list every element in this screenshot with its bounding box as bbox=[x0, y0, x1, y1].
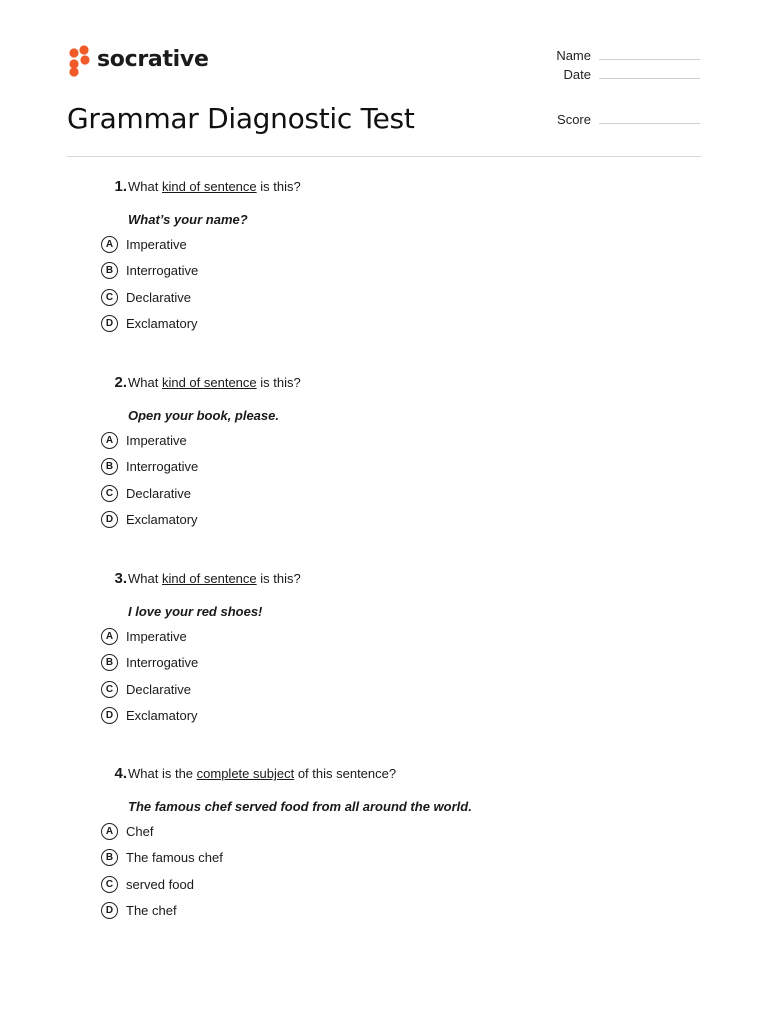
question-number: 1. bbox=[114, 178, 127, 195]
answer-options bbox=[100, 427, 700, 533]
option-a[interactable] bbox=[100, 231, 700, 258]
option-b[interactable] bbox=[100, 258, 700, 285]
question-prompt: I love your red shoes! bbox=[128, 604, 263, 619]
option-text: Chef bbox=[126, 823, 154, 839]
option-letter[interactable]: C bbox=[101, 485, 118, 502]
question-text: What kind of sentence is this? bbox=[128, 179, 301, 194]
socrative-logo-icon bbox=[67, 45, 91, 77]
option-letter[interactable]: A bbox=[101, 432, 118, 449]
option-letter[interactable]: B bbox=[101, 849, 118, 866]
option-text: Imperative bbox=[126, 628, 187, 644]
socrative-logo bbox=[67, 45, 209, 77]
answer-options bbox=[100, 818, 700, 924]
question-prompt: Open your book, please. bbox=[128, 408, 279, 423]
option-letter[interactable]: A bbox=[101, 823, 118, 840]
header-divider bbox=[67, 156, 701, 157]
option-d[interactable] bbox=[100, 703, 700, 730]
question-4 bbox=[100, 765, 700, 924]
option-letter[interactable]: B bbox=[101, 654, 118, 671]
page-title: Grammar Diagnostic Test bbox=[67, 102, 415, 135]
option-c[interactable] bbox=[100, 871, 700, 898]
question-3 bbox=[100, 570, 700, 729]
option-letter[interactable]: C bbox=[101, 876, 118, 893]
option-text: Interrogative bbox=[126, 459, 199, 475]
question-prompt: What’s your name? bbox=[128, 212, 248, 227]
option-letter[interactable]: D bbox=[101, 315, 118, 332]
option-text: Exclamatory bbox=[126, 708, 198, 724]
option-letter[interactable]: B bbox=[101, 262, 118, 279]
option-text: Interrogative bbox=[126, 655, 199, 671]
question-number: 4. bbox=[114, 765, 127, 782]
option-text: Exclamatory bbox=[126, 316, 198, 332]
question-number: 2. bbox=[114, 374, 127, 391]
option-a[interactable] bbox=[100, 623, 700, 650]
option-letter[interactable]: D bbox=[101, 707, 118, 724]
date-label: Date bbox=[563, 67, 591, 82]
option-letter[interactable]: C bbox=[101, 681, 118, 698]
option-c[interactable] bbox=[100, 676, 700, 703]
question-prompt: The famous chef served food from all around the world. bbox=[128, 799, 472, 814]
option-a[interactable] bbox=[100, 818, 700, 845]
option-text: Declarative bbox=[126, 681, 192, 697]
option-letter[interactable]: C bbox=[101, 289, 118, 306]
option-letter[interactable]: D bbox=[101, 511, 118, 528]
option-d[interactable] bbox=[100, 898, 700, 925]
option-letter[interactable]: A bbox=[101, 628, 118, 645]
question-text: What kind of sentence is this? bbox=[128, 375, 301, 390]
option-text: Declarative bbox=[126, 289, 192, 305]
option-b[interactable] bbox=[100, 454, 700, 481]
date-field[interactable] bbox=[540, 67, 700, 82]
name-line[interactable] bbox=[599, 58, 700, 60]
brand-name: socrative bbox=[97, 47, 209, 72]
option-a[interactable] bbox=[100, 427, 700, 454]
option-text: Interrogative bbox=[126, 263, 199, 279]
question-text: What kind of sentence is this? bbox=[128, 571, 301, 586]
option-text: The chef bbox=[126, 903, 177, 919]
option-text: Imperative bbox=[126, 236, 187, 252]
option-letter[interactable]: A bbox=[101, 236, 118, 253]
option-text: Declarative bbox=[126, 485, 192, 501]
option-text: The famous chef bbox=[126, 850, 223, 866]
question-1 bbox=[100, 178, 700, 337]
score-field[interactable] bbox=[540, 112, 700, 127]
option-letter[interactable]: D bbox=[101, 902, 118, 919]
option-text: Exclamatory bbox=[126, 512, 198, 528]
score-line[interactable] bbox=[599, 122, 700, 124]
answer-options bbox=[100, 623, 700, 729]
option-c[interactable] bbox=[100, 284, 700, 311]
option-d[interactable] bbox=[100, 311, 700, 338]
option-text: Imperative bbox=[126, 432, 187, 448]
answer-options bbox=[100, 231, 700, 337]
question-text: What is the complete subject of this sentence? bbox=[128, 766, 397, 781]
option-b[interactable] bbox=[100, 845, 700, 872]
option-text: served food bbox=[126, 876, 194, 892]
option-letter[interactable]: B bbox=[101, 458, 118, 475]
question-2 bbox=[100, 374, 700, 533]
question-number: 3. bbox=[114, 570, 127, 587]
option-c[interactable] bbox=[100, 480, 700, 507]
option-b[interactable] bbox=[100, 650, 700, 677]
name-field[interactable] bbox=[540, 48, 700, 63]
name-label: Name bbox=[556, 48, 591, 63]
option-d[interactable] bbox=[100, 507, 700, 534]
score-label: Score bbox=[557, 112, 591, 127]
date-line[interactable] bbox=[599, 77, 700, 79]
